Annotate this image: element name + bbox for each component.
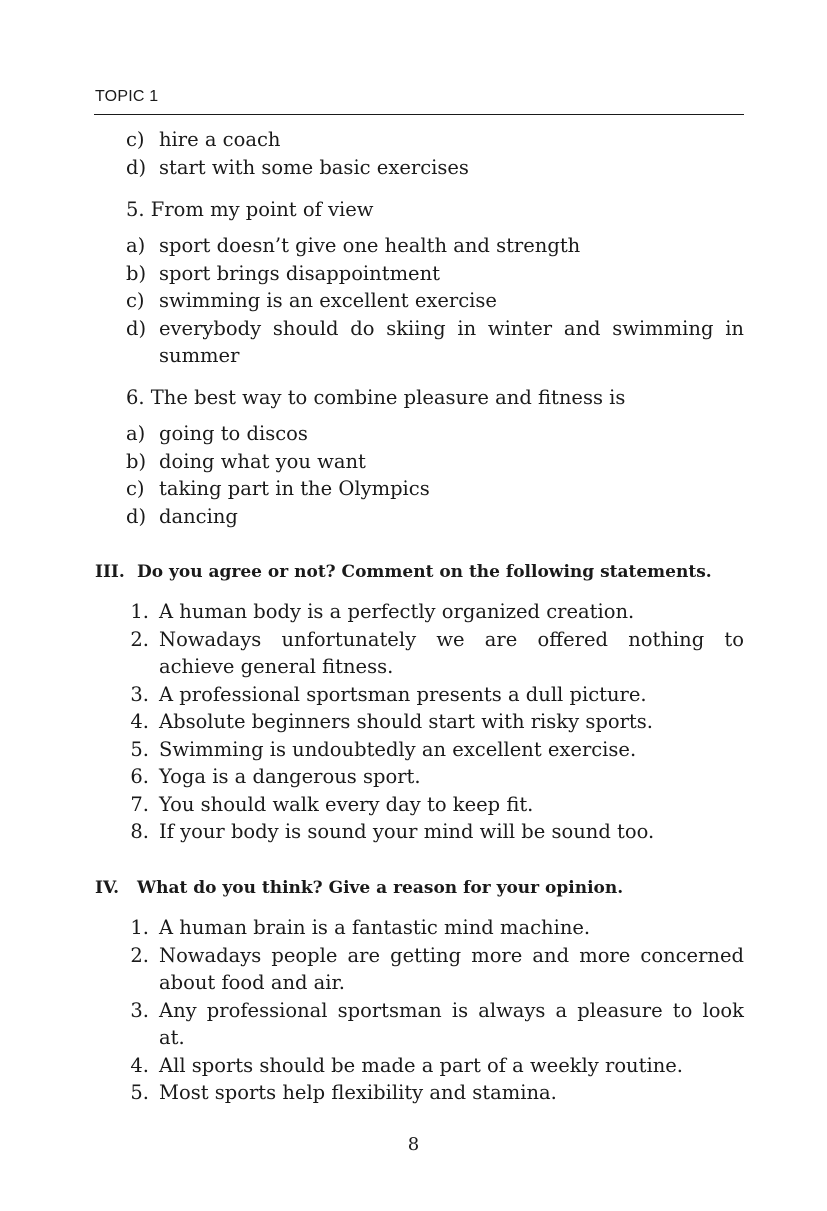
- item-text: A human brain is a fantastic mind machine.: [159, 916, 591, 939]
- list-item: [0, 736, 827, 764]
- list-item: [0, 914, 827, 942]
- option-text: start with some basic exercises: [159, 155, 469, 179]
- item-text: Absolute beginners should start with risky sports.: [159, 710, 653, 733]
- option-item: [0, 232, 827, 260]
- option-text: taking part in the Olympics: [159, 477, 430, 500]
- item-number: 3.: [130, 682, 149, 706]
- item-number: 1.: [130, 600, 149, 623]
- item-text: You should walk every day to keep fit.: [159, 792, 534, 816]
- option-text: doing what you want: [159, 449, 366, 473]
- item-text: Swimming is undoubtedly an excellent exercise.: [159, 737, 637, 761]
- continued-options: [0, 126, 827, 181]
- list-item: [0, 1079, 827, 1107]
- item-text: Most sports help flexibility and stamina.: [159, 1081, 557, 1104]
- item-text: All sports should be made a part of a weekly routine.: [159, 1053, 683, 1077]
- item-number: 8.: [130, 820, 149, 843]
- question-5-stem: 5. From my point of view: [126, 198, 374, 221]
- list-item-continuation: [0, 969, 827, 997]
- option-letter: a): [126, 422, 146, 445]
- item-number: 2.: [130, 943, 149, 967]
- list-item: [0, 598, 827, 626]
- option-text: dancing: [159, 504, 238, 528]
- section-title: What do you think? Give a reason for your opinion.: [137, 878, 624, 898]
- item-number: 1.: [130, 916, 149, 939]
- item-text: Nowadays people are getting more and more concerned: [159, 943, 744, 967]
- item-number: 7.: [130, 792, 149, 816]
- option-item: [0, 420, 827, 448]
- item-text: Yoga is a dangerous sport.: [159, 765, 421, 788]
- item-text: achieve general fitness.: [159, 655, 394, 678]
- option-letter: d): [126, 504, 147, 528]
- header-rule: [94, 114, 744, 115]
- running-head: TOPIC 1: [95, 88, 159, 105]
- item-text: A human body is a perfectly organized creation.: [159, 600, 635, 623]
- item-text: about food and air.: [159, 971, 345, 994]
- option-text: hire a coach: [159, 128, 281, 151]
- item-text: If your body is sound your mind will be sound too.: [159, 820, 655, 843]
- option-item: [0, 475, 827, 503]
- option-letter: c): [126, 289, 145, 312]
- option-letter: d): [126, 155, 147, 179]
- option-letter: c): [126, 477, 145, 500]
- section-4-heading: [95, 875, 623, 902]
- option-text: everybody should do skiing in winter and swimming in: [159, 316, 744, 340]
- item-text: at.: [159, 1026, 185, 1049]
- section-3-list: [0, 598, 827, 846]
- section-3-heading: [95, 559, 712, 586]
- option-item: [0, 448, 827, 476]
- item-number: 3.: [130, 998, 149, 1022]
- list-item: [0, 791, 827, 819]
- item-number: 5.: [130, 737, 149, 761]
- list-item: [0, 1052, 827, 1080]
- option-item: [0, 126, 827, 154]
- list-item: [0, 942, 827, 970]
- item-number: 6.: [130, 765, 149, 788]
- page-number: 8: [407, 1134, 420, 1155]
- item-number: 4.: [130, 710, 149, 733]
- question-6-stem: 6. The best way to combine pleasure and fitness is: [126, 386, 626, 409]
- option-item: [0, 503, 827, 531]
- option-text: summer: [159, 344, 240, 367]
- question-5-options: [0, 232, 827, 370]
- option-text: sport doesn’t give one health and strength: [159, 234, 581, 257]
- option-letter: d): [126, 316, 147, 340]
- list-item-continuation: [0, 653, 827, 681]
- option-text: sport brings disappointment: [159, 261, 440, 285]
- item-text: A professional sportsman presents a dull picture.: [159, 682, 647, 706]
- item-text: Any professional sportsman is always a pleasure to look: [159, 998, 744, 1022]
- item-text: Nowadays unfortunately we are offered nothing to: [159, 627, 744, 651]
- option-letter: c): [126, 128, 145, 151]
- section-numeral: III.: [95, 562, 125, 582]
- list-item: [0, 763, 827, 791]
- option-item: [0, 260, 827, 288]
- option-letter: a): [126, 234, 146, 257]
- option-letter: b): [126, 449, 147, 473]
- list-item: [0, 626, 827, 654]
- item-number: 5.: [130, 1081, 149, 1104]
- option-item: [0, 315, 827, 343]
- option-item: [0, 287, 827, 315]
- list-item: [0, 681, 827, 709]
- option-text: going to discos: [159, 422, 308, 445]
- item-number: 4.: [130, 1053, 149, 1077]
- option-letter: b): [126, 261, 147, 285]
- question-6-options: [0, 420, 827, 530]
- section-4-list: [0, 914, 827, 1107]
- section-numeral: IV.: [95, 878, 120, 898]
- option-item: [0, 154, 827, 182]
- option-text: swimming is an excellent exercise: [159, 289, 497, 312]
- list-item-continuation: [0, 1024, 827, 1052]
- list-item: [0, 818, 827, 846]
- item-number: 2.: [130, 627, 149, 651]
- list-item: [0, 708, 827, 736]
- option-continuation: [0, 342, 827, 370]
- section-title: Do you agree or not? Comment on the following statements.: [137, 562, 712, 582]
- list-item: [0, 997, 827, 1025]
